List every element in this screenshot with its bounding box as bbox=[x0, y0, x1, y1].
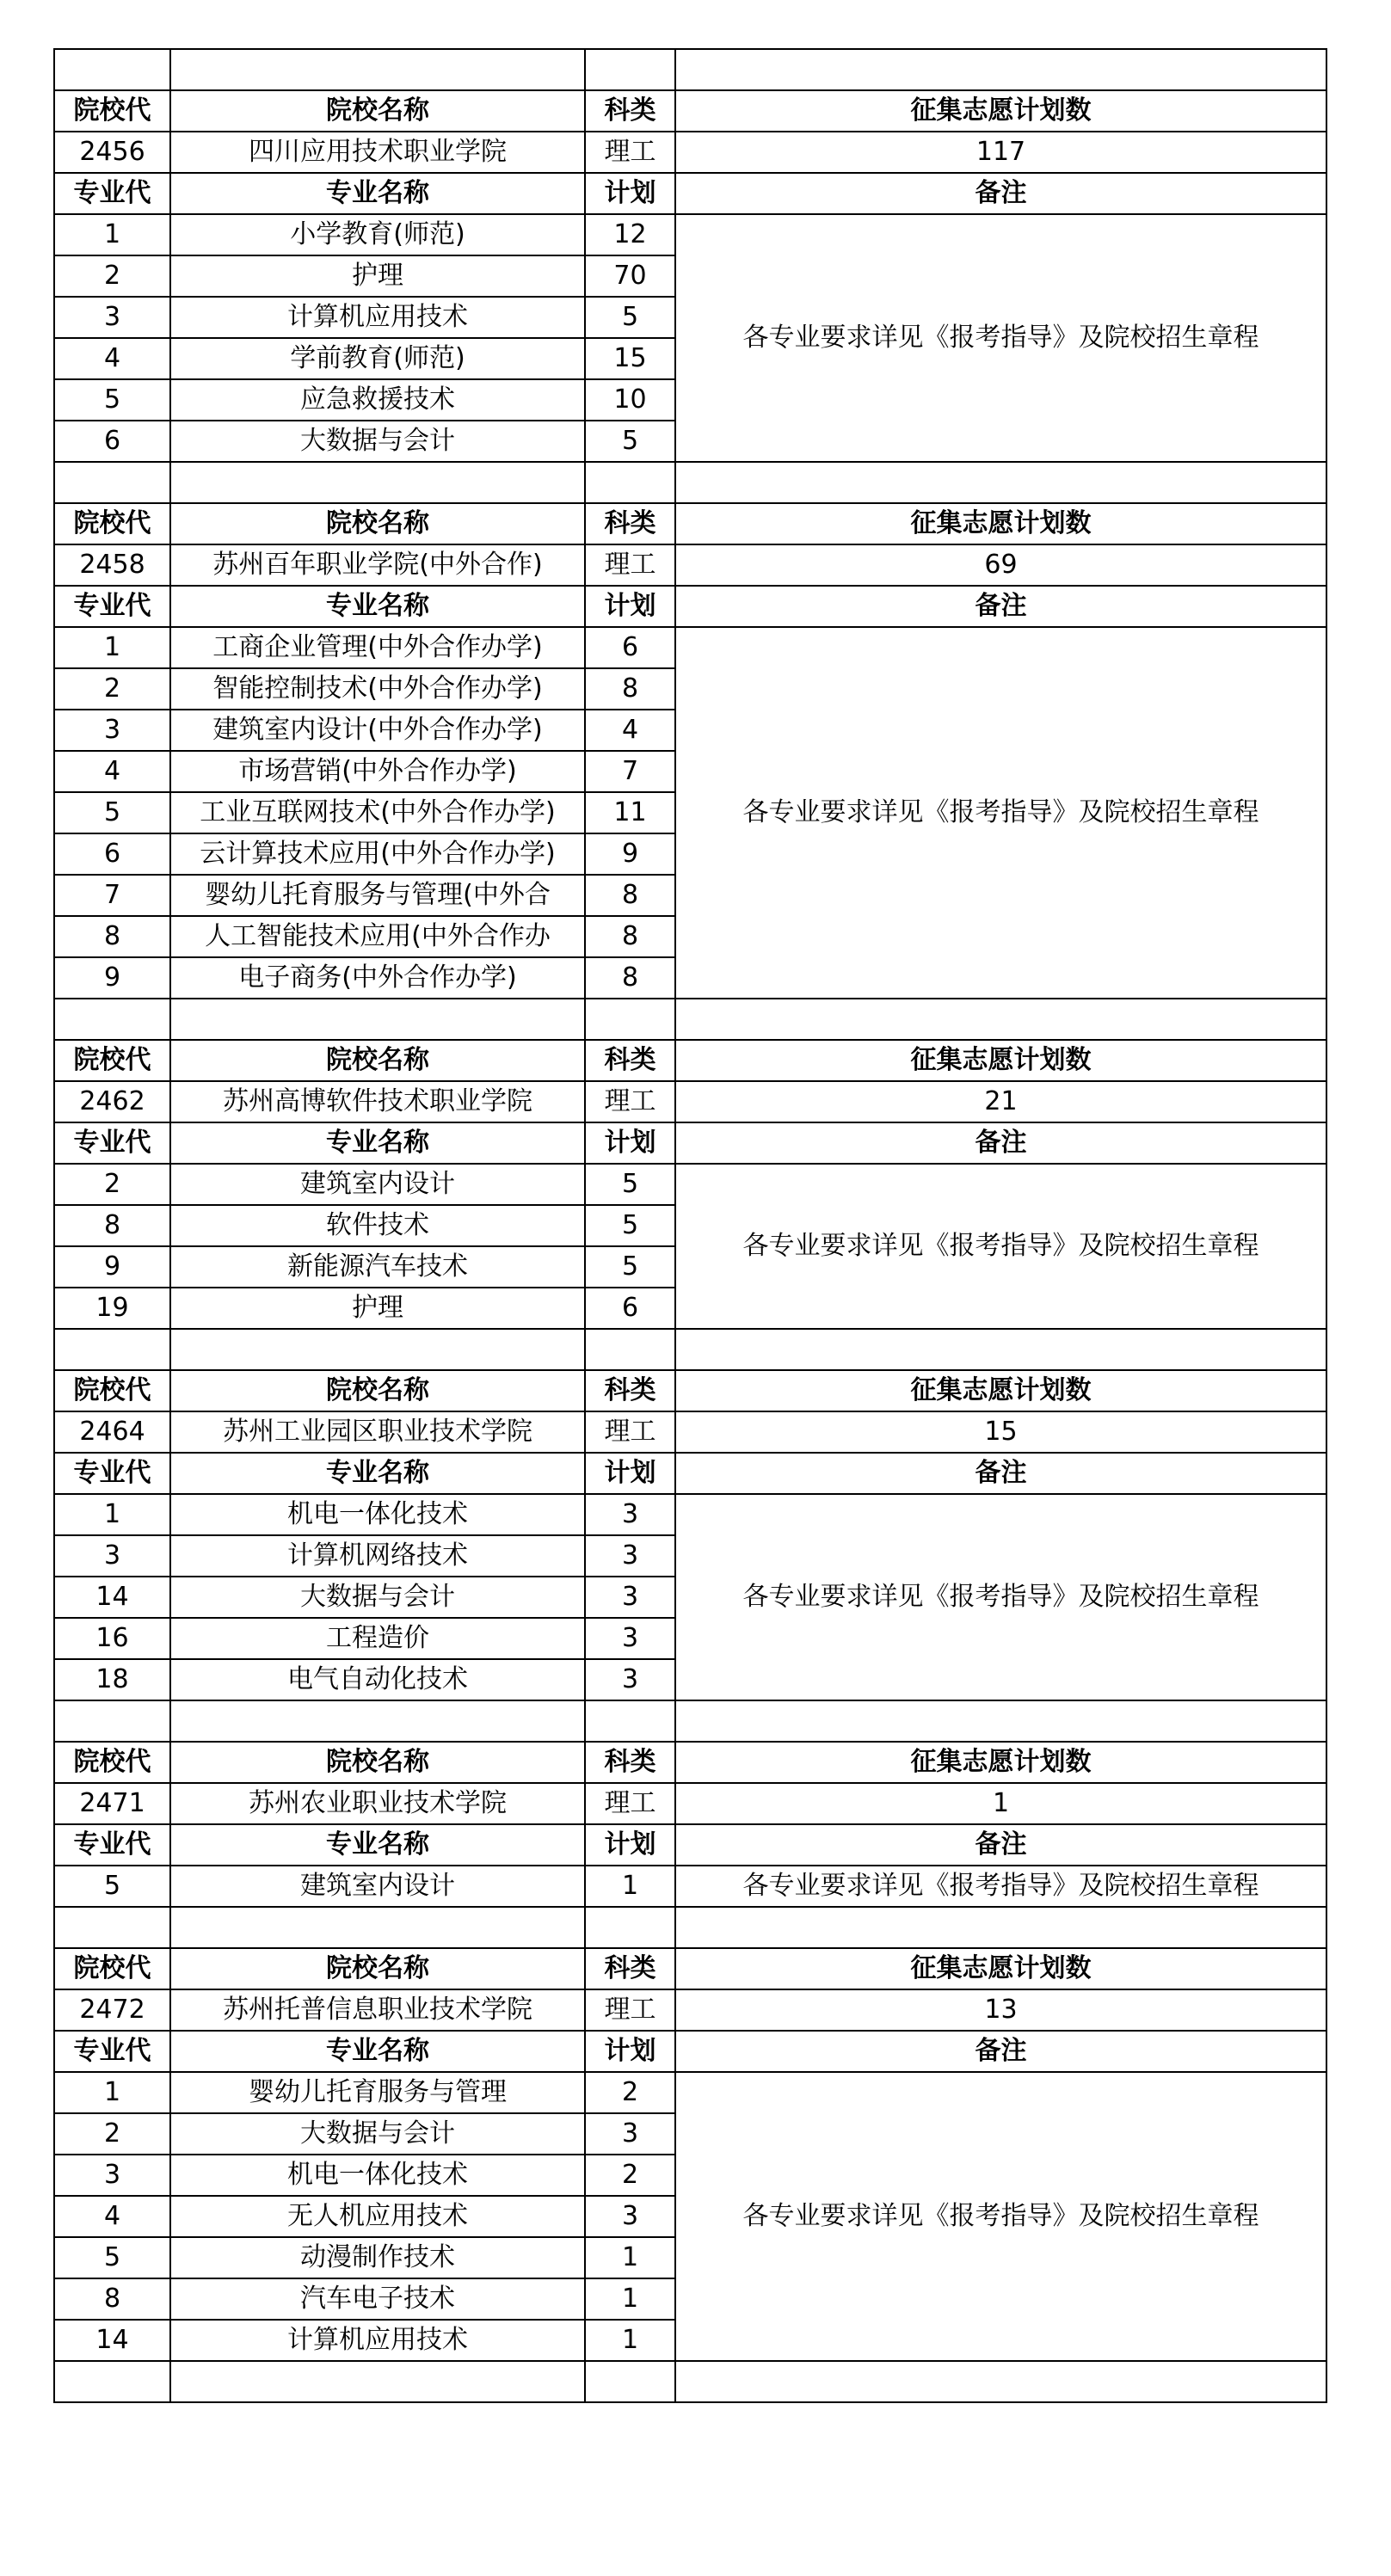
header-major-name: 专业名称 bbox=[170, 1453, 585, 1494]
major-code: 1 bbox=[54, 1494, 170, 1535]
school-row bbox=[54, 1081, 1326, 1122]
school-header-row bbox=[54, 1040, 1326, 1081]
header-major-name: 专业名称 bbox=[170, 1824, 585, 1866]
header-major-code: 专业代 bbox=[54, 173, 170, 214]
header-major-code: 专业代 bbox=[54, 1824, 170, 1866]
empty-cell bbox=[585, 1907, 675, 1948]
major-row bbox=[54, 1494, 1326, 1535]
major-code: 1 bbox=[54, 627, 170, 668]
school-name: 苏州百年职业学院(中外合作) bbox=[170, 544, 585, 586]
school-category: 理工 bbox=[585, 544, 675, 586]
header-remark: 备注 bbox=[675, 1824, 1326, 1866]
header-major-name: 专业名称 bbox=[170, 586, 585, 627]
school-name: 四川应用技术职业学院 bbox=[170, 132, 585, 173]
school-category: 理工 bbox=[585, 1783, 675, 1824]
empty-cell bbox=[170, 999, 585, 1040]
major-plan: 3 bbox=[585, 1535, 675, 1577]
major-plan: 1 bbox=[585, 2320, 675, 2361]
major-code: 2 bbox=[54, 668, 170, 710]
major-header-row bbox=[54, 1824, 1326, 1866]
header-plan-total: 征集志愿计划数 bbox=[675, 503, 1326, 544]
major-code: 4 bbox=[54, 2196, 170, 2237]
empty-cell bbox=[54, 49, 170, 90]
spacer-row bbox=[54, 2361, 1326, 2402]
empty-cell bbox=[54, 2361, 170, 2402]
major-code: 1 bbox=[54, 214, 170, 255]
header-remark: 备注 bbox=[675, 173, 1326, 214]
major-row bbox=[54, 627, 1326, 668]
school-plan-total: 15 bbox=[675, 1411, 1326, 1453]
empty-cell bbox=[54, 1700, 170, 1742]
major-row bbox=[54, 2072, 1326, 2113]
header-plan-total: 征集志愿计划数 bbox=[675, 1040, 1326, 1081]
school-row bbox=[54, 132, 1326, 173]
major-name: 新能源汽车技术 bbox=[170, 1246, 585, 1288]
major-name: 计算机网络技术 bbox=[170, 1535, 585, 1577]
table-body bbox=[54, 49, 1326, 2402]
major-header-row bbox=[54, 1453, 1326, 1494]
school-code: 2472 bbox=[54, 1989, 170, 2031]
remark-cell: 各专业要求详见《报考指导》及院校招生章程 bbox=[675, 627, 1326, 999]
header-school-name: 院校名称 bbox=[170, 1370, 585, 1411]
major-plan: 3 bbox=[585, 1577, 675, 1618]
header-major-name: 专业名称 bbox=[170, 2031, 585, 2072]
empty-cell bbox=[675, 1329, 1326, 1370]
major-plan: 1 bbox=[585, 2278, 675, 2320]
empty-cell bbox=[585, 999, 675, 1040]
major-code: 3 bbox=[54, 710, 170, 751]
school-row bbox=[54, 1411, 1326, 1453]
major-row bbox=[54, 1866, 1326, 1907]
empty-cell bbox=[170, 1907, 585, 1948]
school-plan-total: 1 bbox=[675, 1783, 1326, 1824]
major-name: 大数据与会计 bbox=[170, 1577, 585, 1618]
remark-cell: 各专业要求详见《报考指导》及院校招生章程 bbox=[675, 2072, 1326, 2361]
major-name: 电子商务(中外合作办学) bbox=[170, 957, 585, 999]
header-major-code: 专业代 bbox=[54, 1122, 170, 1164]
major-name: 智能控制技术(中外合作办学) bbox=[170, 668, 585, 710]
major-name: 大数据与会计 bbox=[170, 2113, 585, 2155]
major-code: 1 bbox=[54, 2072, 170, 2113]
major-plan: 4 bbox=[585, 710, 675, 751]
school-category: 理工 bbox=[585, 1989, 675, 2031]
header-plan: 计划 bbox=[585, 2031, 675, 2072]
remark-cell: 各专业要求详见《报考指导》及院校招生章程 bbox=[675, 1164, 1326, 1329]
header-category: 科类 bbox=[585, 1370, 675, 1411]
major-plan: 2 bbox=[585, 2072, 675, 2113]
school-header-row bbox=[54, 1370, 1326, 1411]
school-name: 苏州农业职业技术学院 bbox=[170, 1783, 585, 1824]
major-plan: 8 bbox=[585, 916, 675, 957]
major-plan: 7 bbox=[585, 751, 675, 792]
school-code: 2464 bbox=[54, 1411, 170, 1453]
major-header-row bbox=[54, 173, 1326, 214]
major-name: 云计算技术应用(中外合作办学) bbox=[170, 833, 585, 875]
school-category: 理工 bbox=[585, 132, 675, 173]
spacer-row bbox=[54, 999, 1326, 1040]
major-plan: 5 bbox=[585, 1164, 675, 1205]
major-name: 建筑室内设计 bbox=[170, 1866, 585, 1907]
header-school-name: 院校名称 bbox=[170, 1742, 585, 1783]
header-remark: 备注 bbox=[675, 2031, 1326, 2072]
school-header-row bbox=[54, 503, 1326, 544]
school-header-row bbox=[54, 1742, 1326, 1783]
major-name: 汽车电子技术 bbox=[170, 2278, 585, 2320]
school-name: 苏州工业园区职业技术学院 bbox=[170, 1411, 585, 1453]
major-code: 19 bbox=[54, 1288, 170, 1329]
school-header-row bbox=[54, 1948, 1326, 1989]
header-category: 科类 bbox=[585, 503, 675, 544]
major-code: 3 bbox=[54, 2155, 170, 2196]
major-plan: 3 bbox=[585, 2113, 675, 2155]
major-name: 工程造价 bbox=[170, 1618, 585, 1659]
major-plan: 8 bbox=[585, 957, 675, 999]
major-plan: 15 bbox=[585, 338, 675, 379]
major-name: 学前教育(师范) bbox=[170, 338, 585, 379]
empty-cell bbox=[170, 2361, 585, 2402]
header-school-name: 院校名称 bbox=[170, 1948, 585, 1989]
major-name: 机电一体化技术 bbox=[170, 2155, 585, 2196]
header-remark: 备注 bbox=[675, 586, 1326, 627]
major-code: 3 bbox=[54, 1535, 170, 1577]
major-name: 无人机应用技术 bbox=[170, 2196, 585, 2237]
empty-cell bbox=[54, 1329, 170, 1370]
major-plan: 3 bbox=[585, 1494, 675, 1535]
school-plan-total: 21 bbox=[675, 1081, 1326, 1122]
empty-cell bbox=[585, 1700, 675, 1742]
header-major-name: 专业名称 bbox=[170, 173, 585, 214]
major-plan: 1 bbox=[585, 2237, 675, 2278]
header-major-code: 专业代 bbox=[54, 1453, 170, 1494]
remark-cell: 各专业要求详见《报考指导》及院校招生章程 bbox=[675, 1866, 1326, 1907]
school-row bbox=[54, 1989, 1326, 2031]
major-code: 5 bbox=[54, 792, 170, 833]
header-category: 科类 bbox=[585, 1040, 675, 1081]
empty-cell bbox=[675, 49, 1326, 90]
major-plan: 6 bbox=[585, 627, 675, 668]
major-plan: 1 bbox=[585, 1866, 675, 1907]
header-school-code: 院校代 bbox=[54, 1040, 170, 1081]
major-name: 大数据与会计 bbox=[170, 421, 585, 462]
empty-cell bbox=[585, 462, 675, 503]
major-code: 7 bbox=[54, 875, 170, 916]
spacer-row bbox=[54, 1700, 1326, 1742]
major-name: 工商企业管理(中外合作办学) bbox=[170, 627, 585, 668]
major-plan: 5 bbox=[585, 297, 675, 338]
header-plan-total: 征集志愿计划数 bbox=[675, 1370, 1326, 1411]
major-plan: 12 bbox=[585, 214, 675, 255]
header-school-name: 院校名称 bbox=[170, 503, 585, 544]
spacer-row bbox=[54, 49, 1326, 90]
header-category: 科类 bbox=[585, 1742, 675, 1783]
header-plan: 计划 bbox=[585, 1824, 675, 1866]
major-code: 2 bbox=[54, 2113, 170, 2155]
header-plan-total: 征集志愿计划数 bbox=[675, 1742, 1326, 1783]
spacer-row bbox=[54, 462, 1326, 503]
major-code: 4 bbox=[54, 751, 170, 792]
empty-cell bbox=[54, 999, 170, 1040]
header-plan-total: 征集志愿计划数 bbox=[675, 90, 1326, 132]
major-code: 16 bbox=[54, 1618, 170, 1659]
header-category: 科类 bbox=[585, 1948, 675, 1989]
header-school-name: 院校名称 bbox=[170, 1040, 585, 1081]
empty-cell bbox=[585, 49, 675, 90]
major-code: 5 bbox=[54, 379, 170, 421]
major-code: 14 bbox=[54, 2320, 170, 2361]
school-plan-total: 13 bbox=[675, 1989, 1326, 2031]
header-school-code: 院校代 bbox=[54, 1370, 170, 1411]
major-plan: 8 bbox=[585, 875, 675, 916]
school-row bbox=[54, 544, 1326, 586]
major-plan: 70 bbox=[585, 255, 675, 297]
major-name: 建筑室内设计(中外合作办学) bbox=[170, 710, 585, 751]
admission-plan-table bbox=[53, 48, 1327, 2403]
major-plan: 3 bbox=[585, 1618, 675, 1659]
empty-cell bbox=[54, 1907, 170, 1948]
empty-cell bbox=[675, 462, 1326, 503]
school-code: 2458 bbox=[54, 544, 170, 586]
empty-cell bbox=[675, 999, 1326, 1040]
empty-cell bbox=[585, 1329, 675, 1370]
major-plan: 3 bbox=[585, 2196, 675, 2237]
header-major-name: 专业名称 bbox=[170, 1122, 585, 1164]
major-row bbox=[54, 214, 1326, 255]
major-plan: 2 bbox=[585, 2155, 675, 2196]
school-plan-total: 117 bbox=[675, 132, 1326, 173]
header-school-code: 院校代 bbox=[54, 1948, 170, 1989]
header-remark: 备注 bbox=[675, 1453, 1326, 1494]
school-header-row bbox=[54, 90, 1326, 132]
school-category: 理工 bbox=[585, 1081, 675, 1122]
empty-cell bbox=[675, 1907, 1326, 1948]
empty-cell bbox=[170, 462, 585, 503]
school-name: 苏州高博软件技术职业学院 bbox=[170, 1081, 585, 1122]
major-name: 电气自动化技术 bbox=[170, 1659, 585, 1700]
school-code: 2471 bbox=[54, 1783, 170, 1824]
major-code: 8 bbox=[54, 2278, 170, 2320]
major-name: 小学教育(师范) bbox=[170, 214, 585, 255]
major-name: 计算机应用技术 bbox=[170, 297, 585, 338]
major-code: 3 bbox=[54, 297, 170, 338]
major-code: 4 bbox=[54, 338, 170, 379]
major-code: 8 bbox=[54, 916, 170, 957]
major-code: 9 bbox=[54, 1246, 170, 1288]
school-code: 2462 bbox=[54, 1081, 170, 1122]
major-plan: 5 bbox=[585, 1205, 675, 1246]
major-plan: 5 bbox=[585, 1246, 675, 1288]
header-plan: 计划 bbox=[585, 1453, 675, 1494]
empty-cell bbox=[170, 1700, 585, 1742]
empty-cell bbox=[585, 2361, 675, 2402]
major-code: 8 bbox=[54, 1205, 170, 1246]
remark-cell: 各专业要求详见《报考指导》及院校招生章程 bbox=[675, 214, 1326, 462]
major-code: 18 bbox=[54, 1659, 170, 1700]
major-code: 6 bbox=[54, 421, 170, 462]
major-code: 14 bbox=[54, 1577, 170, 1618]
major-name: 计算机应用技术 bbox=[170, 2320, 585, 2361]
major-code: 2 bbox=[54, 255, 170, 297]
major-header-row bbox=[54, 2031, 1326, 2072]
major-plan: 11 bbox=[585, 792, 675, 833]
major-plan: 8 bbox=[585, 668, 675, 710]
header-category: 科类 bbox=[585, 90, 675, 132]
empty-cell bbox=[170, 49, 585, 90]
major-name: 软件技术 bbox=[170, 1205, 585, 1246]
school-name: 苏州托普信息职业技术学院 bbox=[170, 1989, 585, 2031]
major-plan: 5 bbox=[585, 421, 675, 462]
remark-cell: 各专业要求详见《报考指导》及院校招生章程 bbox=[675, 1494, 1326, 1700]
major-name: 护理 bbox=[170, 255, 585, 297]
empty-cell bbox=[675, 1700, 1326, 1742]
empty-cell bbox=[170, 1329, 585, 1370]
spacer-row bbox=[54, 1329, 1326, 1370]
major-name: 婴幼儿托育服务与管理(中外合 bbox=[170, 875, 585, 916]
major-name: 建筑室内设计 bbox=[170, 1164, 585, 1205]
school-row bbox=[54, 1783, 1326, 1824]
major-name: 护理 bbox=[170, 1288, 585, 1329]
header-major-code: 专业代 bbox=[54, 2031, 170, 2072]
header-remark: 备注 bbox=[675, 1122, 1326, 1164]
major-name: 应急救援技术 bbox=[170, 379, 585, 421]
spacer-row bbox=[54, 1907, 1326, 1948]
header-plan-total: 征集志愿计划数 bbox=[675, 1948, 1326, 1989]
major-code: 5 bbox=[54, 1866, 170, 1907]
major-name: 市场营销(中外合作办学) bbox=[170, 751, 585, 792]
school-code: 2456 bbox=[54, 132, 170, 173]
major-plan: 10 bbox=[585, 379, 675, 421]
major-name: 人工智能技术应用(中外合作办 bbox=[170, 916, 585, 957]
header-school-name: 院校名称 bbox=[170, 90, 585, 132]
major-header-row bbox=[54, 1122, 1326, 1164]
major-header-row bbox=[54, 586, 1326, 627]
header-plan: 计划 bbox=[585, 586, 675, 627]
major-code: 5 bbox=[54, 2237, 170, 2278]
header-plan: 计划 bbox=[585, 173, 675, 214]
header-plan: 计划 bbox=[585, 1122, 675, 1164]
major-code: 6 bbox=[54, 833, 170, 875]
major-row bbox=[54, 1164, 1326, 1205]
major-name: 动漫制作技术 bbox=[170, 2237, 585, 2278]
major-plan: 3 bbox=[585, 1659, 675, 1700]
header-major-code: 专业代 bbox=[54, 586, 170, 627]
header-school-code: 院校代 bbox=[54, 503, 170, 544]
major-name: 工业互联网技术(中外合作办学) bbox=[170, 792, 585, 833]
major-plan: 9 bbox=[585, 833, 675, 875]
major-name: 婴幼儿托育服务与管理 bbox=[170, 2072, 585, 2113]
major-code: 2 bbox=[54, 1164, 170, 1205]
header-school-code: 院校代 bbox=[54, 90, 170, 132]
school-plan-total: 69 bbox=[675, 544, 1326, 586]
school-category: 理工 bbox=[585, 1411, 675, 1453]
empty-cell bbox=[675, 2361, 1326, 2402]
major-code: 9 bbox=[54, 957, 170, 999]
major-name: 机电一体化技术 bbox=[170, 1494, 585, 1535]
empty-cell bbox=[54, 462, 170, 503]
header-school-code: 院校代 bbox=[54, 1742, 170, 1783]
major-plan: 6 bbox=[585, 1288, 675, 1329]
